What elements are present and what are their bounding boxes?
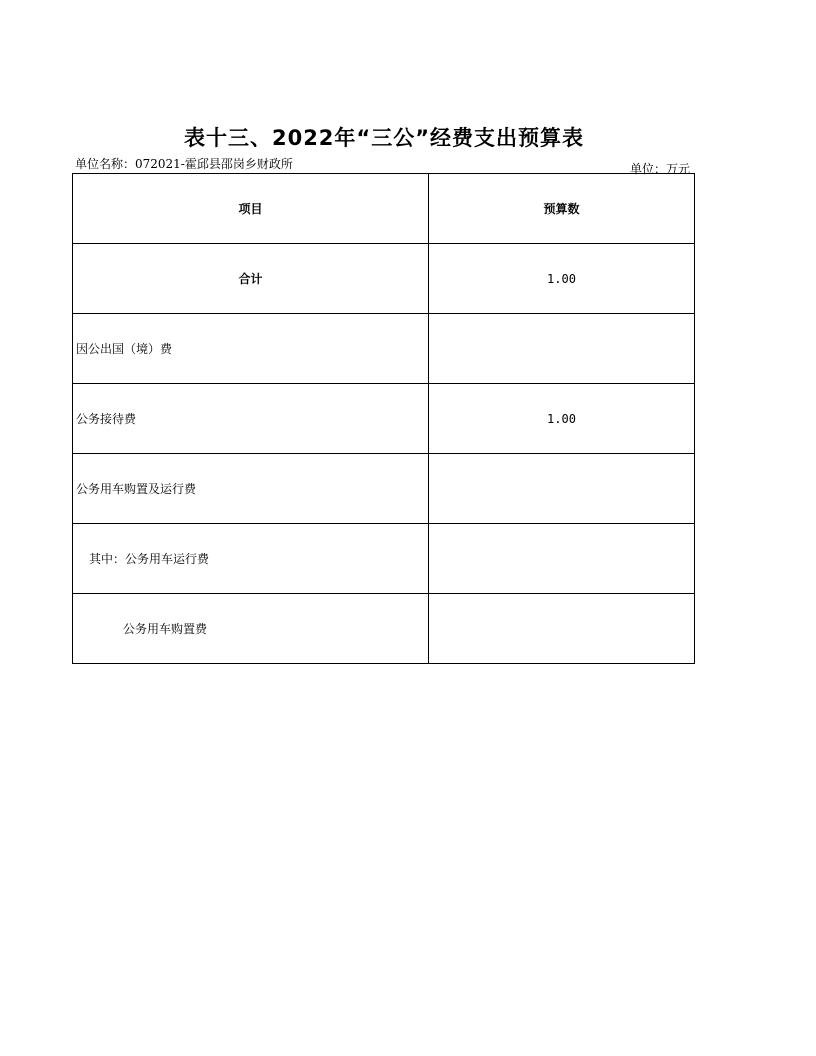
row-value [429,594,695,664]
unit-name: 单位名称：072021-霍邱县邵岗乡财政所 [75,157,293,171]
row-value [429,454,695,524]
table-header-row [73,174,695,244]
row-value [429,314,695,384]
table-row [73,594,695,664]
table-row-total [73,244,695,314]
table-row [73,454,695,524]
column-header-budget: 预算数 [429,174,695,244]
unit-label: 单位：万元 [629,162,690,176]
table-row [73,524,695,594]
row-label: 其中：公务用车运行费 [73,524,429,594]
total-value: 1.00 [429,244,695,314]
row-label: 公务用车购置费 [73,594,429,664]
row-label: 公务接待费 [73,384,429,454]
table-row [73,384,695,454]
row-label: 公务用车购置及运行费 [73,454,429,524]
row-label: 因公出国（境）费 [73,314,429,384]
budget-table [72,173,695,664]
column-header-item: 项目 [73,174,429,244]
row-value [429,524,695,594]
row-value: 1.00 [429,384,695,454]
page-title: 表十三、2022年“三公”经费支出预算表 [183,126,585,150]
total-label: 合计 [73,244,429,314]
table-row [73,314,695,384]
